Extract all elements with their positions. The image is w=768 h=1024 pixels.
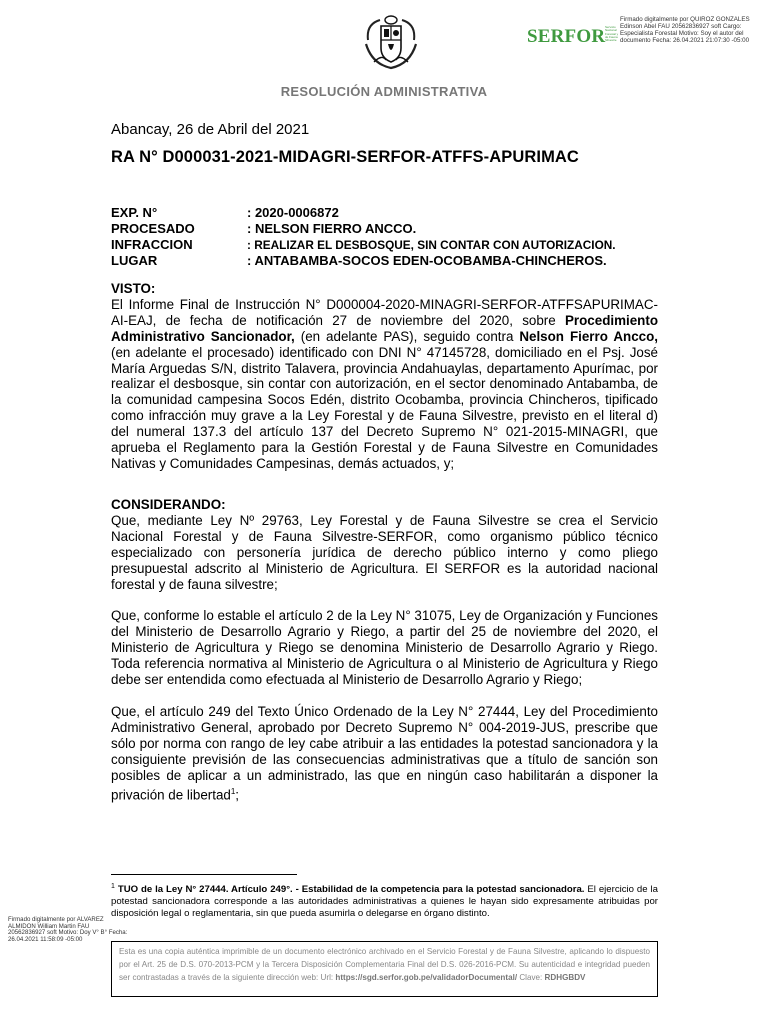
place-date: Abancay, 26 de Abril del 2021 (111, 121, 310, 138)
considerando-text-3-end: ; (235, 786, 240, 802)
verification-key-label: Clave: (517, 973, 545, 982)
considerando-text-3: Que, el artículo 249 del Texto Único Ordenado de la Ley N° 27444, Ley del Procedimiento Administrativo General, aprobado por Decreto Supremo N° 004-2019-JUS, prescribe que sólo por norma con rango de ley cabe atribuir a las entidades la potestad sancionadora y la consiguiente previsión de las consecuencias administrativas que a título de sanción son posibles de aplicar a un administrado, las que en ningún caso habilitarán a disponer la privación de libertad (111, 703, 658, 802)
info-value: : NELSON FIERRO ANCCO. (247, 221, 417, 236)
info-value: : REALIZAR EL DESBOSQUE, SIN CONTAR CON AUTORIZACION. (247, 238, 616, 252)
visto-heading: VISTO: (111, 281, 156, 296)
footnote-bold: TUO de la Ley N° 27444. Artículo 249°. - Estabilidad de la competencia para la potestad sancionadora. (117, 884, 585, 896)
visto-text-1: El Informe Final de Instrucción N° D000004-2020-MINAGRI-SERFOR-ATFFSAPURIMAC-AI-EAJ, de fecha de notificación 27 de noviembre del 2020, sobre (111, 296, 658, 328)
info-label: INFRACCION (111, 237, 193, 252)
resolution-number: RA N° D000031-2021-MIDAGRI-SERFOR-ATFFS-APURIMAC (111, 148, 579, 166)
info-label: EXP. N° (111, 205, 158, 220)
info-row-infraccion (111, 237, 671, 253)
serfor-logo-text: SERFOR (527, 26, 606, 47)
visto-text-3: (en adelante el procesado) identificado con DNI N° 47145728, domiciliado en el Psj. José María Arguedas S/N, distrito Talavera, provincia Andahuaylas, departamento Apurímac, por realizar el desbosque, sin contar con autorización, en el sector denominado Antabamba, de la comunidad campesina Socos Edén, distrito Ocobamba, provincia Chincheros, tipificado como infracción muy grave a la Ley Forestal y de Fauna Silvestre, previsto en el literal d) del numeral 137.3 del artículo 137 del Decreto Supremo N° 021-2015-MINAGRI, que aprueba el Reglamento para la Gestión Forestal y de Fauna Silvestre en Comunidades Nativas y Comunidades Campesinas, demás actuados, y; (111, 344, 658, 471)
visto-bold-1: Procedimiento Administrativo Sancionador, (111, 312, 658, 344)
info-value: : 2020-0006872 (247, 205, 339, 220)
visto-section (111, 281, 658, 472)
footnote-ref: 1 (230, 786, 236, 796)
info-row-exp (111, 205, 671, 221)
info-label: PROCESADO (111, 221, 195, 236)
digital-signature-top: Firmado digitalmente por QUIROZ GONZALES Edinson Abel FAU 20562836927 soft Cargo: Especialista Forestal Motivo: Soy el autor del documento Fecha: 26.04.2021 21:07:30 -05:00 (620, 16, 750, 45)
considerando-section (111, 497, 658, 803)
info-label: LUGAR (111, 253, 158, 268)
visto-bold-2: Nelson Fierro Ancco, (519, 328, 658, 344)
footnote-text: El ejercicio de la potestad sancionadora corresponde a las autoridades administrativas a quienes le hayan sido expresamente atribuidas por disposición legal o reglamentaria, sin que pueda asumirla o delegarse en órgano distinto. (111, 884, 658, 920)
considerando-heading: CONSIDERANDO: (111, 497, 226, 512)
info-row-lugar (111, 253, 671, 269)
verification-notice (111, 941, 658, 997)
resolution-title: RESOLUCIÓN ADMINISTRATIVA (280, 84, 488, 99)
visto-paragraph (111, 297, 658, 472)
verification-url[interactable]: https://sgd.serfor.gob.pe/validadorDocumental/ (335, 973, 518, 982)
info-value: : ANTABAMBA-SOCOS EDEN-OCOBAMBA-CHINCHEROS. (247, 253, 607, 268)
footnote-divider (111, 874, 297, 875)
digital-signature-bottom: Firmado digitalmente por ALVAREZ ALMIDON William Martin FAU 20562836927 soft Motivo: Doy V° B° Fecha: 26.04.2021 11:58:09 -05:00 (8, 916, 128, 944)
footnote-marker: 1 (111, 883, 115, 890)
serfor-tagline: Servicio Nacional Forestal y de Fauna Silvestre (605, 25, 619, 43)
considerando-paragraph-3 (111, 704, 658, 803)
visto-text-2: (en adelante PAS), seguido contra (294, 328, 520, 344)
considerando-paragraph-2: Que, conforme lo estable el artículo 2 de la Ley N° 31075, Ley de Organización y Funciones del Ministerio de Desarrollo Agrario y Riego, a partir del 25 de noviembre del 2020, el Ministerio de Agricultura y Riego se denomina Ministerio de Desarrollo Agrario y Riego. Toda referencia normativa al Ministerio de Agricultura o al Ministerio de Agricultura y Riego debe ser entendida como efectuada al Ministerio de Desarrollo Agrario y Riego; (111, 608, 658, 688)
info-row-procesado (111, 221, 671, 237)
footnote (111, 881, 658, 920)
verification-key: RDHGBDV (544, 973, 586, 982)
national-coat-of-arms-icon (362, 14, 420, 70)
considerando-paragraph-1: Que, mediante Ley Nº 29763, Ley Forestal y de Fauna Silvestre se crea el Servicio Nacional Forestal y de Fauna Silvestre-SERFOR, como organismo público técnico especializado con personería jurídica de derecho público interno y como pliego presupuestal adscrito al Ministerio de Agricultura. El SERFOR es la autoridad nacional forestal y de fauna silvestre; (111, 512, 658, 592)
serfor-logo (527, 24, 619, 52)
case-info (111, 205, 671, 269)
verification-text: Esta es una copia auténtica imprimible de un documento electrónico archivado en el Servicio Forestal y de Fauna Silvestre, aplicando lo dispuesto por el Art. 25 de D.S. 070-2013-PCM y la Tercera Disposición Complementaria Final del D.S. 026-2016-PCM. Su autenticidad e integridad pueden ser contrastadas a través de la siguiente dirección web: Url: (119, 947, 650, 982)
